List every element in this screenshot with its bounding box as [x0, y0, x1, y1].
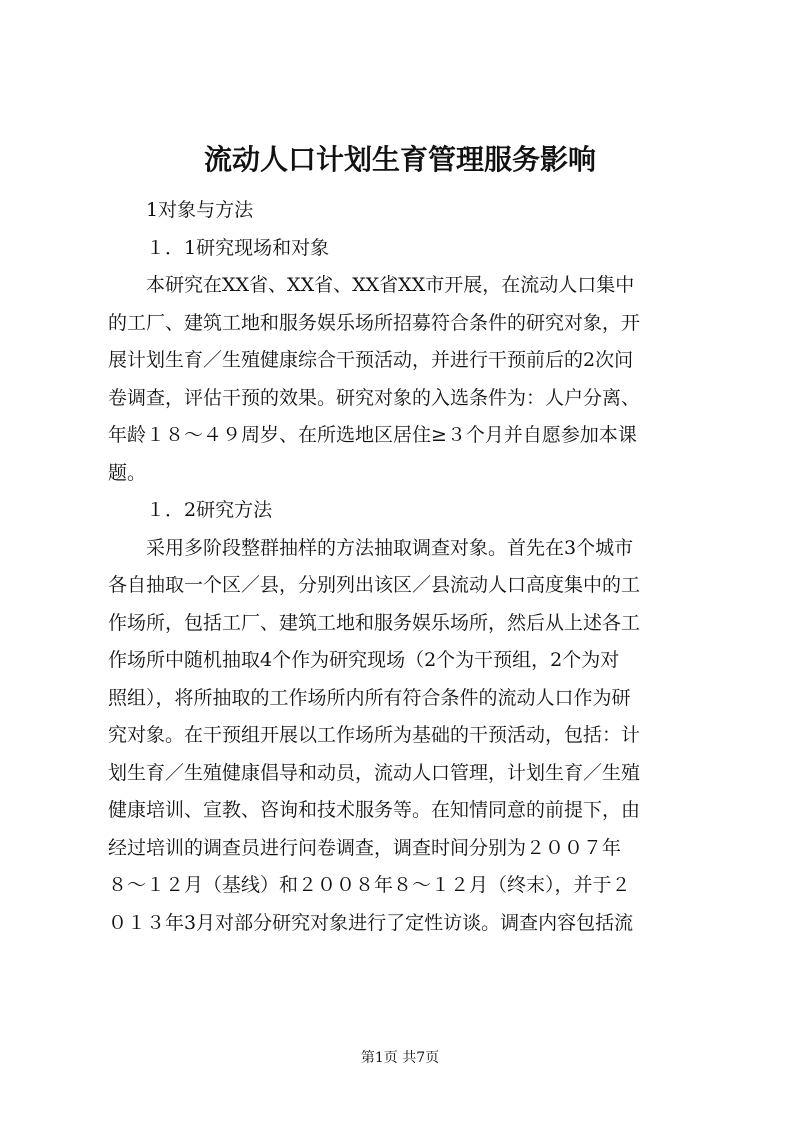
- paragraph-line: 划生育／生殖健康倡导和动员，流动人口管理，计划生育／生殖: [108, 762, 641, 784]
- paragraph-line: 的工厂、建筑工地和服务娱乐场所招募符合条件的研究对象，开: [108, 312, 641, 334]
- paragraph-line: 经过培训的调查员进行问卷调查，调查时间分别为２００７年: [108, 837, 622, 859]
- section-heading: 1对象与方法: [146, 199, 254, 221]
- paragraph-line: 究对象。在干预组开展以工作场所为基础的干预活动，包括：计: [108, 724, 641, 746]
- paragraph-line: 作场所，包括工厂、建筑工地和服务娱乐场所，然后从上述各工: [108, 612, 641, 634]
- page-footer: 第1页 共7页: [360, 1050, 440, 1066]
- document-title: 流动人口计划生育管理服务影响: [203, 143, 596, 176]
- paragraph-line: 作场所中随机抽取4个作为研究现场（2个为干预组，2个为对: [108, 649, 620, 671]
- paragraph-line: 本研究在XX省、XX省、XX省XX市开展，在流动人口集中: [146, 274, 635, 296]
- paragraph-line: 采用多阶段整群抽样的方法抽取调查对象。首先在3个城市: [146, 537, 634, 559]
- paragraph-line: ０１３年3月对部分研究对象进行了定性访谈。调查内容包括流: [108, 912, 634, 934]
- paragraph-line: 健康培训、宣教、咨询和技术服务等。在知情同意的前提下，由: [108, 799, 641, 821]
- paragraph-line: 展计划生育／生殖健康综合干预活动，并进行干预前后的2次问: [108, 349, 634, 371]
- subsection-heading: １．2研究方法: [146, 499, 273, 521]
- paragraph-line: 题。: [108, 462, 147, 484]
- paragraph-line: 各自抽取一个区／县，分别列出该区／县流动人口高度集中的工: [108, 574, 641, 596]
- paragraph-line: 照组），将所抽取的工作场所内所有符合条件的流动人口作为研: [108, 687, 631, 709]
- paragraph-line: 年龄１８～４９周岁、在所选地区居住≥３个月并自愿参加本课: [108, 424, 637, 446]
- subsection-heading: １．1研究现场和对象: [146, 237, 330, 259]
- paragraph-line: 卷调查，评估干预的效果。研究对象的入选条件为：人户分离、: [108, 387, 641, 409]
- paragraph-line: ８～１２月（基线）和２００８年８～１２月（终末），并于２: [108, 874, 631, 896]
